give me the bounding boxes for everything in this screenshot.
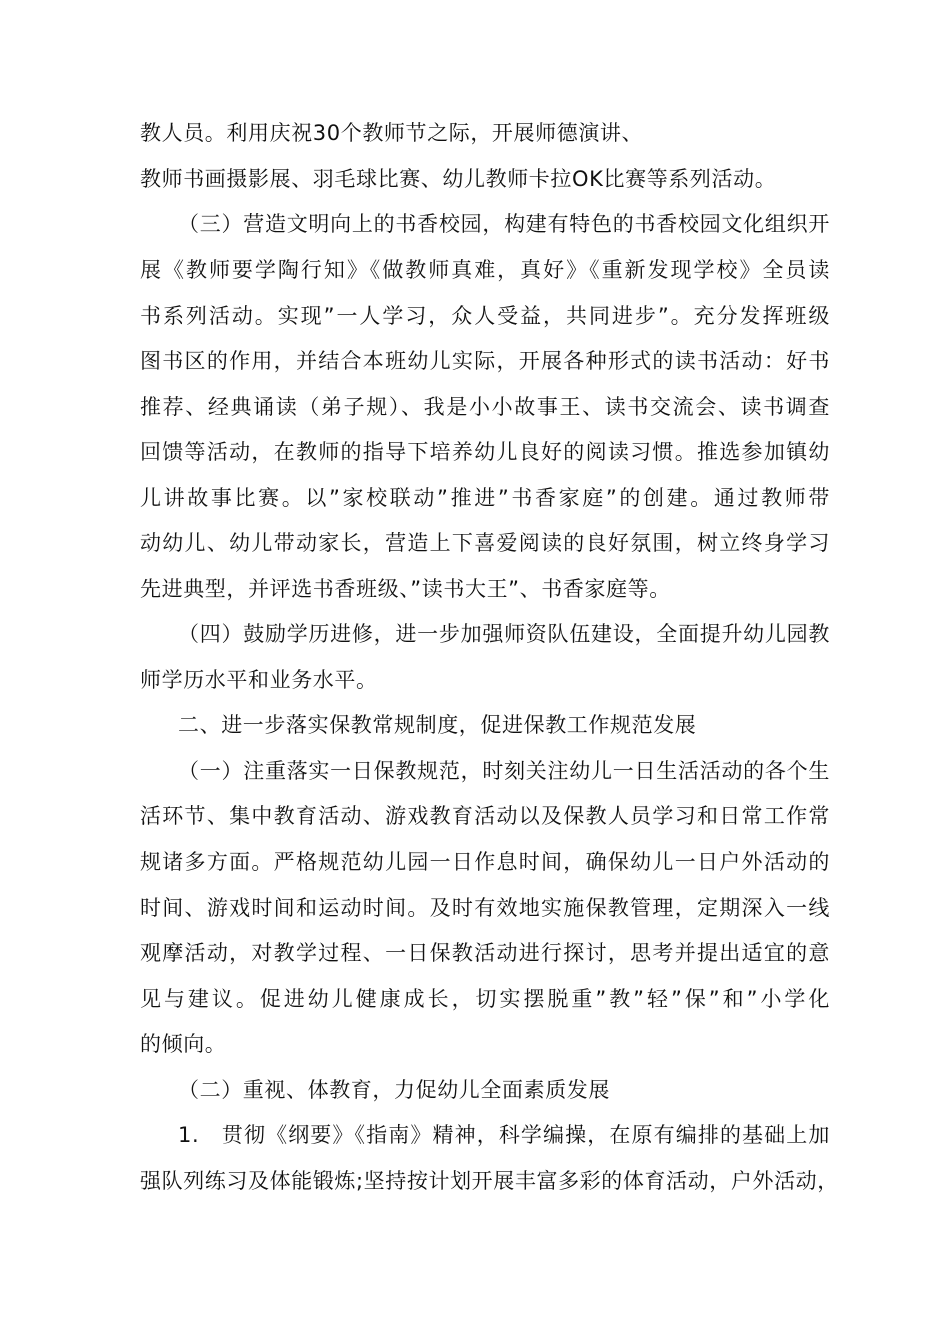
body-text-line: 儿讲故事比赛。以”家校联动”推进”书香家庭”的创建。通过教师带 — [140, 486, 830, 510]
paragraph-heading-1: （一）注重落实一日保教规范，时刻关注幼儿一日生活活动的各个生 — [178, 759, 830, 783]
body-text-line: 教师书画摄影展、羽毛球比赛、幼儿教师卡拉OK比赛等系列活动。 — [140, 167, 777, 191]
numbered-item-1: 1. 贯彻《纲要》《指南》精神，科学编操，在原有编排的基础上加 — [178, 1123, 830, 1147]
paragraph-heading-2: （二）重视、体教育，力促幼儿全面素质发展 — [178, 1078, 610, 1102]
body-text-line: 活环节、集中教育活动、游戏教育活动以及保教人员学习和日常工作常 — [140, 804, 830, 828]
body-text-line: 时间、游戏时间和运动时间。及时有效地实施保教管理，定期深入一线 — [140, 896, 830, 920]
body-text-line: 强队列练习及体能锻炼;坚持按计划开展丰富多彩的体育活动，户外活动， — [140, 1169, 839, 1193]
paragraph-heading-3: （三）营造文明向上的书香校园，构建有特色的书香校园文化组织开 — [178, 212, 830, 236]
body-text-line: 教人员。利用庆祝30个教师节之际，开展师德演讲、 — [140, 121, 644, 145]
body-text-line: 书系列活动。实现”一人学习，众人受益，共同进步”。充分发挥班级 — [140, 304, 830, 328]
paragraph-heading-4: （四）鼓励学历进修，进一步加强师资队伍建设，全面提升幼儿园教 — [178, 622, 830, 646]
body-text-line: 见与建议。促进幼儿健康成长，切实摆脱重”教”轻”保”和”小学化 — [140, 987, 830, 1011]
body-text-line: 规诸多方面。严格规范幼儿园一日作息时间，确保幼儿一日户外活动的 — [140, 850, 830, 874]
body-text-line: 先进典型，并评选书香班级、”读书大王”、书香家庭等。 — [140, 577, 671, 601]
body-text-line: 图书区的作用，并结合本班幼儿实际，开展各种形式的读书活动：好书 — [140, 349, 830, 373]
section-heading-2: 二、进一步落实保教常规制度，促进保教工作规范发展 — [178, 713, 697, 737]
body-text-line: 观摩活动，对教学过程、一日保教活动进行探讨，思考并提出适宜的意 — [140, 941, 830, 965]
body-text-line: 的倾向。 — [140, 1032, 227, 1056]
body-text-line: 动幼儿、幼儿带动家长，营造上下喜爱阅读的良好氛围，树立终身学习 — [140, 531, 830, 555]
body-text-line: 回馈等活动，在教师的指导下培养幼儿良好的阅读习惯。推选参加镇幼 — [140, 440, 830, 464]
body-text-line: 师学历水平和业务水平。 — [140, 668, 378, 692]
body-text-line: 推荐、经典诵读（弟子规）、我是小小故事王、读书交流会、读书调查 — [140, 395, 830, 419]
body-text-line: 展《教师要学陶行知》《做教师真难，真好》《重新发现学校》全员读 — [140, 258, 830, 282]
